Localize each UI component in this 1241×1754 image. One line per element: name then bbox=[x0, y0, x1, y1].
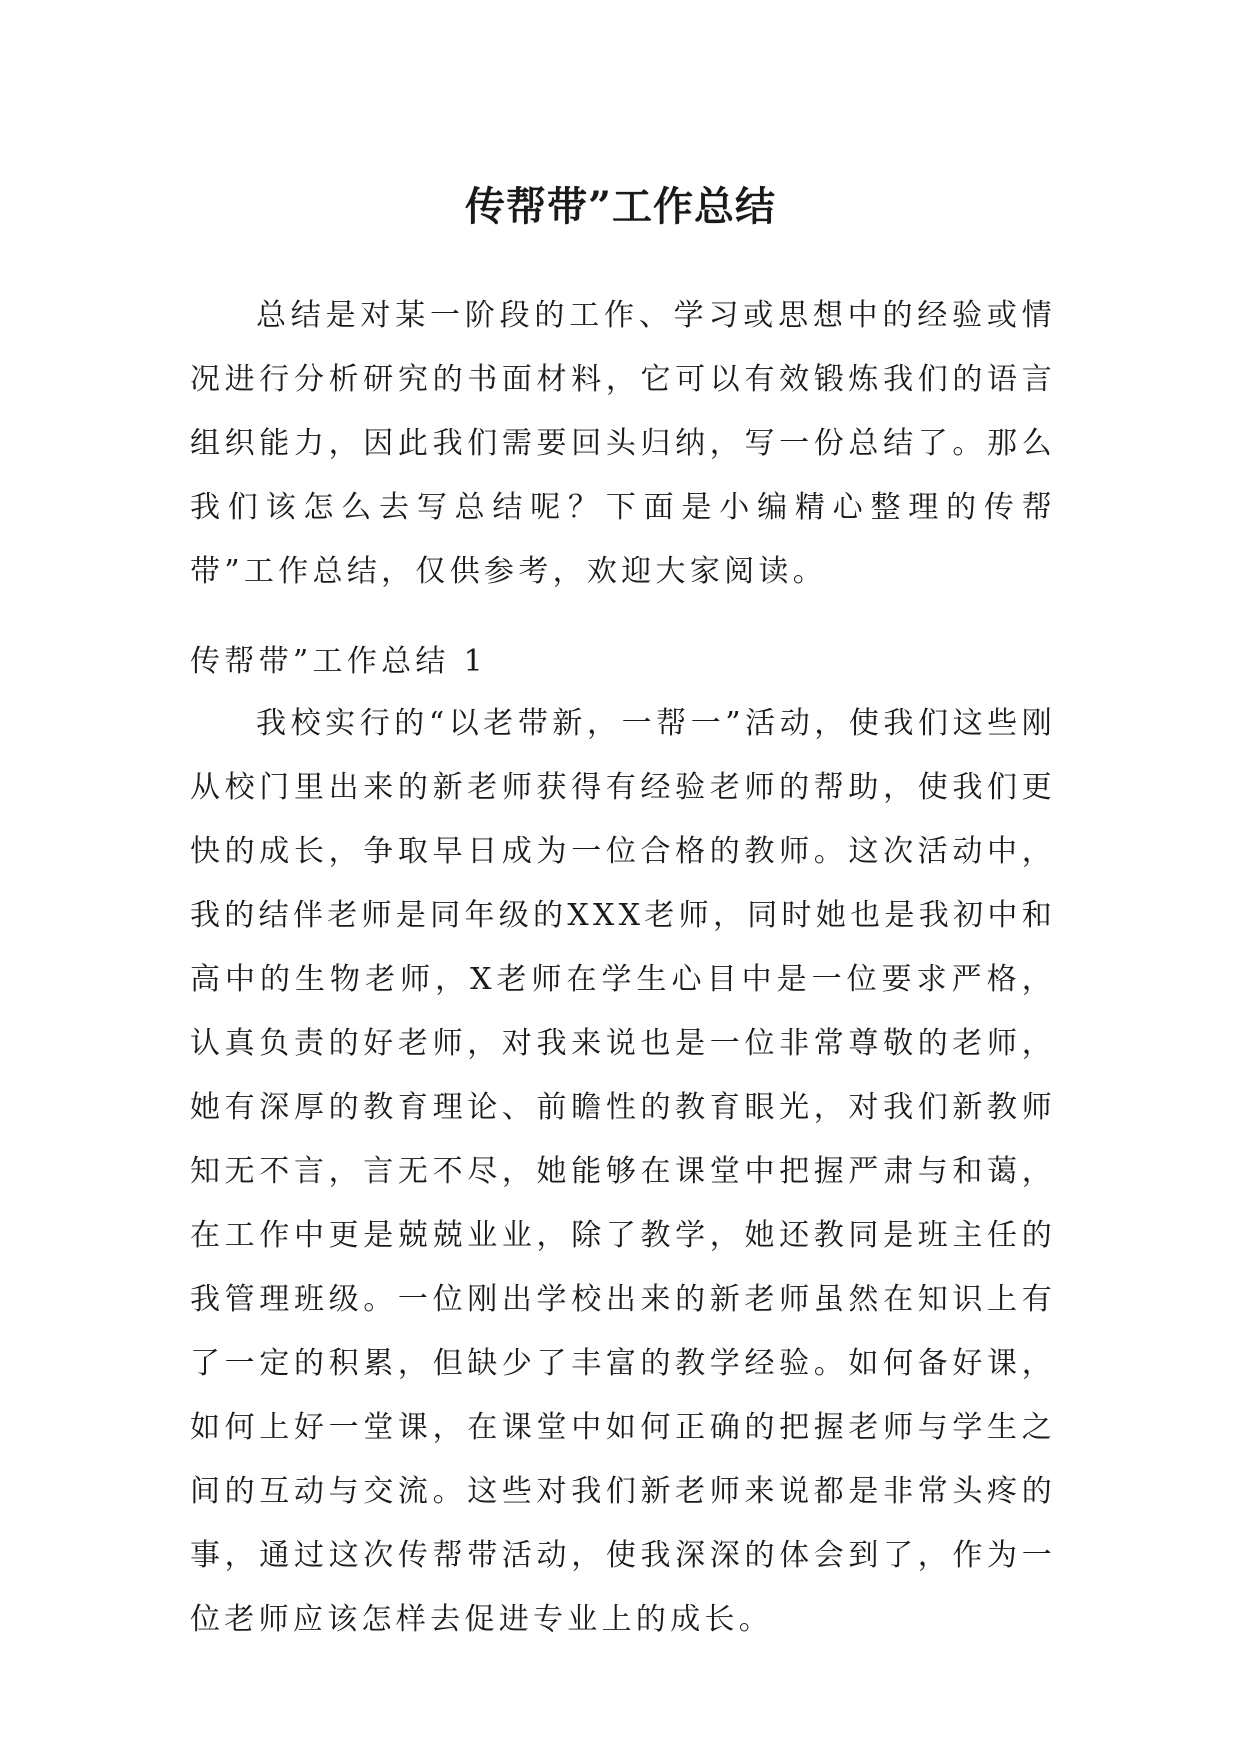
section-heading: 传帮带”工作总结 1 bbox=[190, 644, 487, 679]
section-body-paragraph: 我校实行的“以老带新，一帮一”活动，使我们这些刚从校门里出来的新老师获得有经验老师的帮助，使我们更快的成长，争取早日成为一位合格的教师。这次活动中，我的结伴老师是同年级的XXX老师，同时她也是我初中和高中的生物老师，X老师在学生心目中是一位要求严格，认真负责的好老师，对我来说也是一位非常尊敬的老师，她有深厚的教育理论、前瞻性的教育眼光，对我们新教师知无不言，言无不尽，她能够在课堂中把握严肃与和蔼，在工作中更是兢兢业业，除了教学，她还教同是班主任的我管理班级。一位刚出学校出来的新老师虽然在知识上有了一定的积累，但缺少了丰富的教学经验。如何备好课，如何上好一堂课，在课堂中如何正确的把握老师与学生之间的互动与交流。这些对我们新老师来说都是非常头疼的事，通过这次传帮带活动，使我深深的体会到了，作为一位老师应该怎样去促进专业上的成长。 bbox=[190, 706, 1056, 1637]
document-title: 传帮带”工作总结 bbox=[464, 182, 776, 230]
intro-paragraph: 总结是对某一阶段的工作、学习或思想中的经验或情况进行分析研究的书面材料，它可以有效锻炼我们的语言组织能力，因此我们需要回头归纳，写一份总结了。那么我们该怎么去写总结呢？下面是小编精心整理的传帮带”工作总结，仅供参考，欢迎大家阅读。 bbox=[190, 298, 1056, 589]
